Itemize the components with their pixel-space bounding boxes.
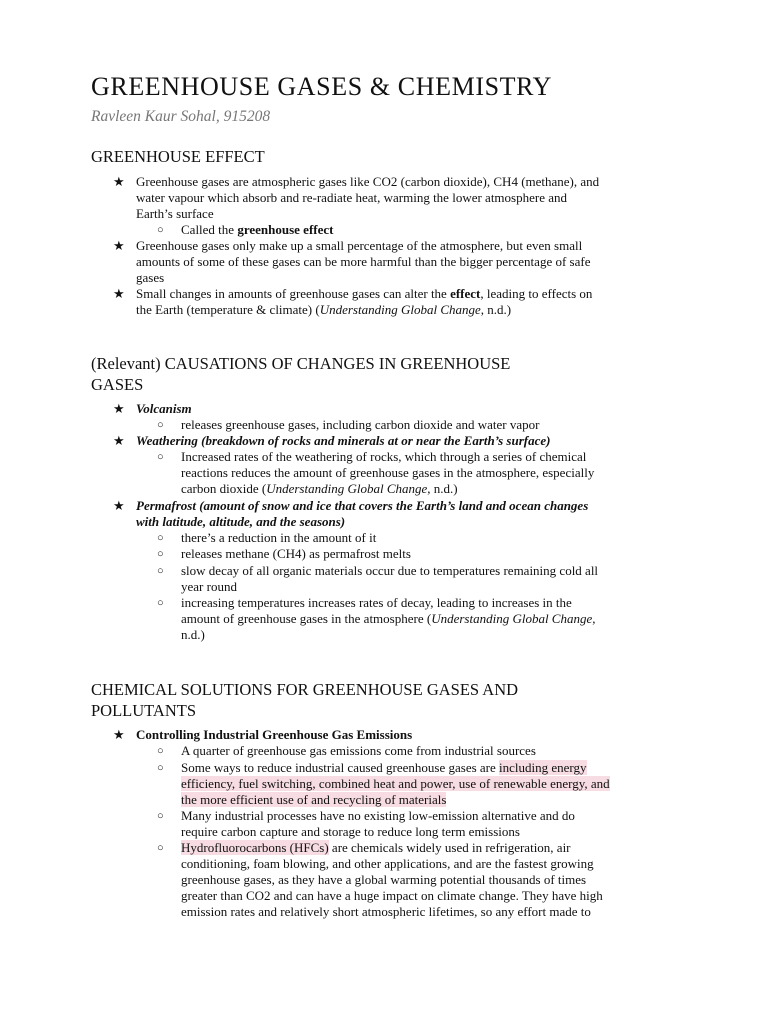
bullet-title-permafrost-cont: with latitude, altitude, and the seasons) (136, 514, 346, 529)
bullet-title-weathering: Weathering (breakdown of rocks and minerals at or near the Earth’s surface) (136, 433, 551, 448)
document-author: Ravleen Kaur Sohal, 915208 (91, 108, 271, 125)
citation: Understanding Global Change (319, 302, 481, 317)
star-bullet-icon: ★ (113, 433, 125, 448)
sub-bullet-text: carbon dioxide (Understanding Global Change, n.d.) (181, 481, 458, 496)
sub-bullet-text: amount of greenhouse gases in the atmosphere (Understanding Global Change, (181, 611, 596, 626)
circle-bullet-icon: ○ (157, 451, 164, 463)
bullet-text: Greenhouse gases are atmospheric gases like CO2 (carbon dioxide), CH4 (methane), and (136, 174, 600, 189)
sub-bullet-text: Many industrial processes have no existing low-emission alternative and do (181, 808, 575, 823)
circle-bullet-icon: ○ (157, 810, 164, 822)
star-bullet-icon: ★ (113, 401, 125, 416)
highlighted-text: efficiency, fuel switching, combined heat and power, use of renewable energy, and (181, 776, 610, 791)
sub-bullet-text: n.d.) (181, 627, 205, 642)
citation: Understanding Global Change (431, 611, 593, 626)
section-heading-chemical-solutions-cont: POLLUTANTS (91, 701, 197, 720)
bullet-title-volcanism: Volcanism (136, 401, 192, 416)
bullet-title-permafrost: Permafrost (amount of snow and ice that covers the Earth’s land and ocean changes (136, 498, 589, 513)
sub-bullet-text: Hydrofluorocarbons (HFCs) are chemicals widely used in refrigeration, air (181, 840, 571, 855)
star-bullet-icon: ★ (113, 238, 125, 253)
greenhouse-effect-term: greenhouse effect (237, 222, 334, 237)
sub-bullet-text: slow decay of all organic materials occur due to temperatures remaining cold all (181, 563, 599, 578)
bullet-title-industrial: Controlling Industrial Greenhouse Gas Emissions (136, 727, 413, 742)
circle-bullet-icon: ○ (157, 532, 164, 544)
bullet-text: Greenhouse gases only make up a small percentage of the atmosphere, but even small (136, 238, 583, 253)
sub-bullet-text (181, 776, 610, 792)
sub-bullet-text: greenhouse gases, as they have a global warming potential thousands of times (181, 872, 587, 887)
section-heading-chemical-solutions: CHEMICAL SOLUTIONS FOR GREENHOUSE GASES AND (91, 680, 519, 699)
section-heading-causations-cont: GASES (91, 375, 144, 394)
sub-bullet-text: Increased rates of the weathering of rocks, which through a series of chemical (181, 449, 587, 464)
sub-bullet-text: Called the greenhouse effect (181, 222, 334, 237)
section-heading-causations: (Relevant) CAUSATIONS OF CHANGES IN GREENHOUSE (91, 354, 511, 373)
sub-bullet-text: there’s a reduction in the amount of it (181, 530, 377, 545)
star-bullet-icon: ★ (113, 174, 125, 189)
star-bullet-icon: ★ (113, 286, 125, 301)
sub-bullet-text: emission rates and relatively short atmospheric lifetimes, so any effort made to (181, 904, 591, 919)
circle-bullet-icon: ○ (157, 548, 164, 560)
circle-bullet-icon: ○ (157, 745, 164, 757)
sub-bullet-text: releases greenhouse gases, including carbon dioxide and water vapor (181, 417, 540, 432)
sub-bullet-text: year round (181, 579, 237, 594)
sub-bullet-text: increasing temperatures increases rates of decay, leading to increases in the (181, 595, 572, 610)
highlighted-text: including energy (499, 760, 587, 775)
circle-bullet-icon: ○ (157, 762, 164, 774)
bullet-text: amounts of some of these gases can be more harmful than the bigger percentage of safe (136, 254, 591, 269)
bullet-text: gases (136, 270, 165, 285)
sub-bullet-text: releases methane (CH4) as permafrost melts (181, 546, 411, 561)
section-heading-greenhouse-effect: GREENHOUSE EFFECT (91, 147, 265, 166)
circle-bullet-icon: ○ (157, 842, 164, 854)
bullet-text: Small changes in amounts of greenhouse gases can alter the effect, leading to effects on (136, 286, 593, 301)
bullet-text: Earth’s surface (136, 206, 214, 221)
bullet-text: water vapour which absorb and re-radiate heat, warming the lower atmosphere and (136, 190, 567, 205)
sub-bullet-text: reactions reduces the amount of greenhouse gases in the atmosphere, especially (181, 465, 595, 480)
sub-bullet-text: require carbon capture and storage to reduce long term emissions (181, 824, 520, 839)
document-title: GREENHOUSE GASES & CHEMISTRY (91, 72, 553, 101)
sub-bullet-text (181, 792, 446, 808)
sub-bullet-text: A quarter of greenhouse gas emissions come from industrial sources (181, 743, 536, 758)
circle-bullet-icon: ○ (157, 419, 164, 431)
highlighted-text: Hydrofluorocarbons (HFCs) (181, 840, 329, 855)
circle-bullet-icon: ○ (157, 597, 164, 609)
bullet-text: the Earth (temperature & climate) (Understanding Global Change, n.d.) (136, 302, 512, 317)
sub-bullet-text: conditioning, foam blowing, and other applications, and are the fastest growing (181, 856, 594, 871)
highlighted-text: the more efficient use of and recycling of materials (181, 792, 447, 807)
citation: Understanding Global Change (266, 481, 428, 496)
star-bullet-icon: ★ (113, 727, 125, 742)
star-bullet-icon: ★ (113, 498, 125, 513)
circle-bullet-icon: ○ (157, 565, 164, 577)
sub-bullet-text: Some ways to reduce industrial caused greenhouse gases are including energy (181, 760, 587, 775)
sub-bullet-text: greater than CO2 and can have a huge impact on climate change. They have high (181, 888, 603, 903)
circle-bullet-icon: ○ (157, 224, 164, 236)
